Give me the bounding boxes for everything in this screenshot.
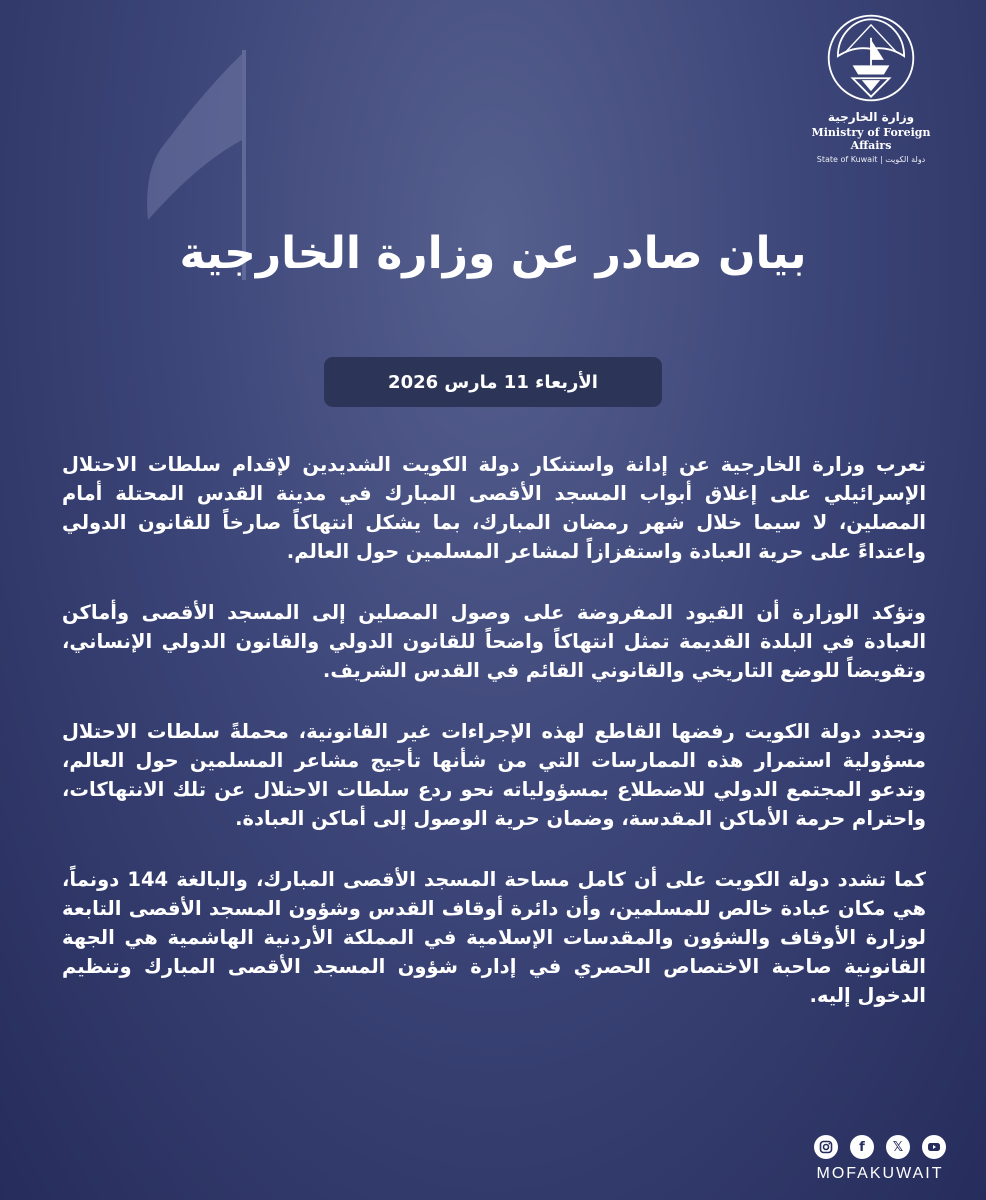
date-badge [324, 357, 662, 407]
logo-arabic-name: وزارة الخارجية [827, 110, 915, 124]
page-title: بيان صادر عن وزارة الخارجية [179, 228, 807, 279]
social-handle: MOFAKUWAIT [816, 1165, 944, 1182]
logo-english-name: Ministry of Foreign Affairs [811, 126, 931, 152]
x-icon[interactable]: 𝕏 [886, 1135, 910, 1159]
date-text: الأربعاء 11 مارس 2026 [388, 371, 598, 393]
statement-paragraph: تعرب وزارة الخارجية عن إدانة واستنكار دولة الكويت الشديدين لإقدام سلطات الاحتلال الإسرائيلي على إغلاق أبواب المسجد الأقصى المبارك في مدينة القدس المحتلة أمام المصلين، لا سيما خلال شهر رمضان المبارك، بما يشكل انتهاكاً صارخاً للقانون الدولي واعتداءً على حرية العبادة واستفزازاً لمشاعر المسلمين حول العالم. [62, 453, 926, 563]
statement-body [62, 450, 926, 1042]
statement-paragraph: وتؤكد الوزارة أن القيود المفروضة على وصول المصلين إلى المسجد الأقصى وأماكن العبادة في البلدة القديمة تمثل انتهاكاً واضحاً للقانون الدولي والقانون الدولي الإنساني، وتقويضاً للوضع التاريخي والقانوني القائم في القدس الشريف. [62, 601, 926, 682]
statement-paragraph: كما تشدد دولة الكويت على أن كامل مساحة المسجد الأقصى المبارك، والبالغة 144 دونماً، هي مكان عبادة خالص للمسلمين، وأن دائرة أوقاف القدس وشؤون المسجد الأقصى التابعة لوزارة الأوقاف والشؤون والمقدسات الإسلامية في المملكة الأردنية الهاشمية هي الجهة القانونية صاحبة الاختصاص الحصري في إدارة شؤون المسجد الأقصى المبارك وتنظيم الدخول إليه. [62, 868, 926, 1007]
social-footer [810, 1135, 950, 1183]
social-icons [810, 1135, 950, 1159]
logo-state-line [796, 155, 946, 164]
logo-state-en: State of Kuwait [816, 155, 878, 164]
youtube-icon[interactable] [922, 1135, 946, 1159]
kuwait-emblem-icon [825, 12, 917, 104]
ministry-logo [796, 12, 946, 164]
logo-separator: | [880, 155, 883, 164]
logo-state-ar: دولة الكويت [885, 155, 926, 164]
facebook-icon[interactable]: f [850, 1135, 874, 1159]
instagram-icon[interactable] [814, 1135, 838, 1159]
statement-paragraph: وتجدد دولة الكويت رفضها القاطع لهذه الإجراءات غير القانونية، محملةً سلطات الاحتلال مسؤولية استمرار هذه الممارسات التي من شأنها تأجيج مشاعر المسلمين حول العالم، وتدعو المجتمع الدولي للاضطلاع بمسؤولياته نحو ردع سلطات الاحتلال عن تلك الانتهاكات، واحترام حرمة الأماكن المقدسة، وضمان حرية الوصول إلى أماكن العبادة. [62, 720, 926, 830]
